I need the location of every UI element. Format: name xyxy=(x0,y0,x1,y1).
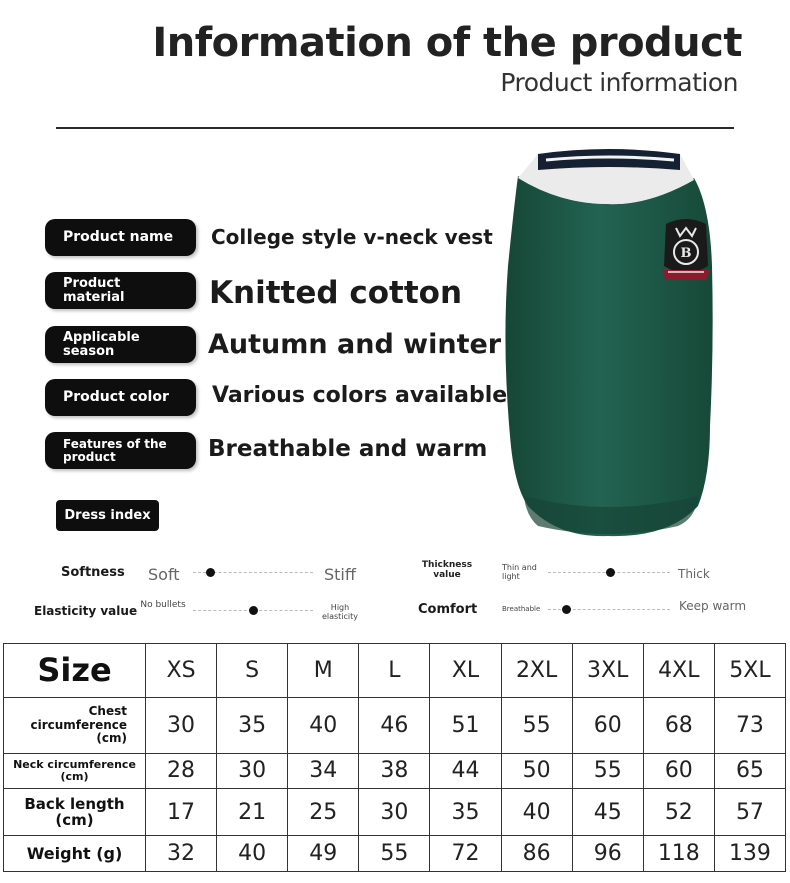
size-header: Size xyxy=(4,644,146,698)
table-cell: 55 xyxy=(359,836,430,872)
softness-label: Softness xyxy=(61,565,125,580)
product-material-label-text: Product material xyxy=(63,275,125,305)
table-cell: 73 xyxy=(714,697,785,753)
header-divider xyxy=(56,127,734,129)
table-cell: 46 xyxy=(359,697,430,753)
product-name-label: Product name xyxy=(45,219,196,256)
table-cell: 86 xyxy=(501,836,572,872)
table-row xyxy=(4,789,786,836)
svg-text:B: B xyxy=(680,246,692,261)
chest-row-label: Chest circumference (cm) xyxy=(4,697,146,753)
table-cell: 68 xyxy=(643,697,714,753)
comfort-left-label: Breathable xyxy=(502,605,541,613)
size-header-row xyxy=(4,644,786,698)
table-cell: 55 xyxy=(572,753,643,789)
size-col-header: XS xyxy=(146,644,217,698)
size-col-header: 4XL xyxy=(643,644,714,698)
elasticity-left-label: No bullets xyxy=(140,600,186,610)
size-col-header: 3XL xyxy=(572,644,643,698)
table-cell: 34 xyxy=(288,753,359,789)
thickness-indicator xyxy=(606,568,615,577)
table-cell: 118 xyxy=(643,836,714,872)
table-cell: 25 xyxy=(288,789,359,836)
thickness-right-label: Thick xyxy=(678,567,710,581)
comfort-indicator xyxy=(562,605,571,614)
table-cell: 51 xyxy=(430,697,501,753)
dress-index-label: Dress index xyxy=(56,500,159,531)
page-subtitle: Product information xyxy=(500,68,738,97)
comfort-right-label: Keep warm xyxy=(679,599,747,613)
elasticity-right-label: High elasticity xyxy=(321,603,359,621)
softness-indicator xyxy=(206,568,215,577)
size-col-header: 2XL xyxy=(501,644,572,698)
table-cell: 35 xyxy=(430,789,501,836)
size-col-header: L xyxy=(359,644,430,698)
table-cell: 30 xyxy=(146,697,217,753)
table-cell: 57 xyxy=(714,789,785,836)
weight-row-label: Weight (g) xyxy=(4,836,146,872)
size-col-header: XL xyxy=(430,644,501,698)
neck-row-label: Neck circumference (cm) xyxy=(4,753,146,789)
size-col-header: S xyxy=(217,644,288,698)
thickness-left-label: Thin and light xyxy=(502,563,537,581)
table-row xyxy=(4,836,786,872)
table-cell: 28 xyxy=(146,753,217,789)
table-cell: 44 xyxy=(430,753,501,789)
product-material-label xyxy=(45,272,196,309)
table-row xyxy=(4,697,786,753)
table-cell: 35 xyxy=(217,697,288,753)
table-cell: 72 xyxy=(430,836,501,872)
size-col-header: 5XL xyxy=(714,644,785,698)
table-cell: 40 xyxy=(288,697,359,753)
product-features-label xyxy=(45,432,196,469)
table-cell: 52 xyxy=(643,789,714,836)
product-color-label: Product color xyxy=(45,379,196,416)
table-cell: 49 xyxy=(288,836,359,872)
product-features-value: Breathable and warm xyxy=(208,436,488,462)
comfort-label: Comfort xyxy=(418,602,478,617)
table-cell: 65 xyxy=(714,753,785,789)
table-cell: 45 xyxy=(572,789,643,836)
table-cell: 30 xyxy=(217,753,288,789)
softness-right-label: Stiff xyxy=(324,565,356,584)
elasticity-label: Elasticity value xyxy=(34,604,138,618)
table-cell: 55 xyxy=(501,697,572,753)
table-cell: 32 xyxy=(146,836,217,872)
thickness-label: Thickness value xyxy=(421,560,473,580)
applicable-season-label-text: Applicable season xyxy=(63,329,140,359)
applicable-season-value: Autumn and winter xyxy=(208,329,502,360)
table-cell: 50 xyxy=(501,753,572,789)
table-cell: 40 xyxy=(501,789,572,836)
table-cell: 38 xyxy=(359,753,430,789)
size-col-header: M xyxy=(288,644,359,698)
product-features-label-text: Features of the product xyxy=(63,436,167,464)
table-cell: 40 xyxy=(217,836,288,872)
back-length-row-label: Back length (cm) xyxy=(4,789,146,836)
vest-product-image xyxy=(498,146,720,538)
table-cell: 60 xyxy=(572,697,643,753)
table-cell: 30 xyxy=(359,789,430,836)
product-material-value: Knitted cotton xyxy=(209,275,463,311)
applicable-season-label xyxy=(45,326,196,363)
crest-badge-icon xyxy=(662,219,710,280)
table-cell: 60 xyxy=(643,753,714,789)
elasticity-indicator xyxy=(249,606,258,615)
table-cell: 139 xyxy=(714,836,785,872)
product-color-value: Various colors available xyxy=(212,383,508,408)
page-title: Information of the product xyxy=(152,20,742,66)
product-name-value: College style v-neck vest xyxy=(211,225,493,249)
softness-left-label: Soft xyxy=(148,565,180,584)
size-table xyxy=(3,643,786,872)
table-row xyxy=(4,753,786,789)
table-cell: 96 xyxy=(572,836,643,872)
table-cell: 21 xyxy=(217,789,288,836)
table-cell: 17 xyxy=(146,789,217,836)
